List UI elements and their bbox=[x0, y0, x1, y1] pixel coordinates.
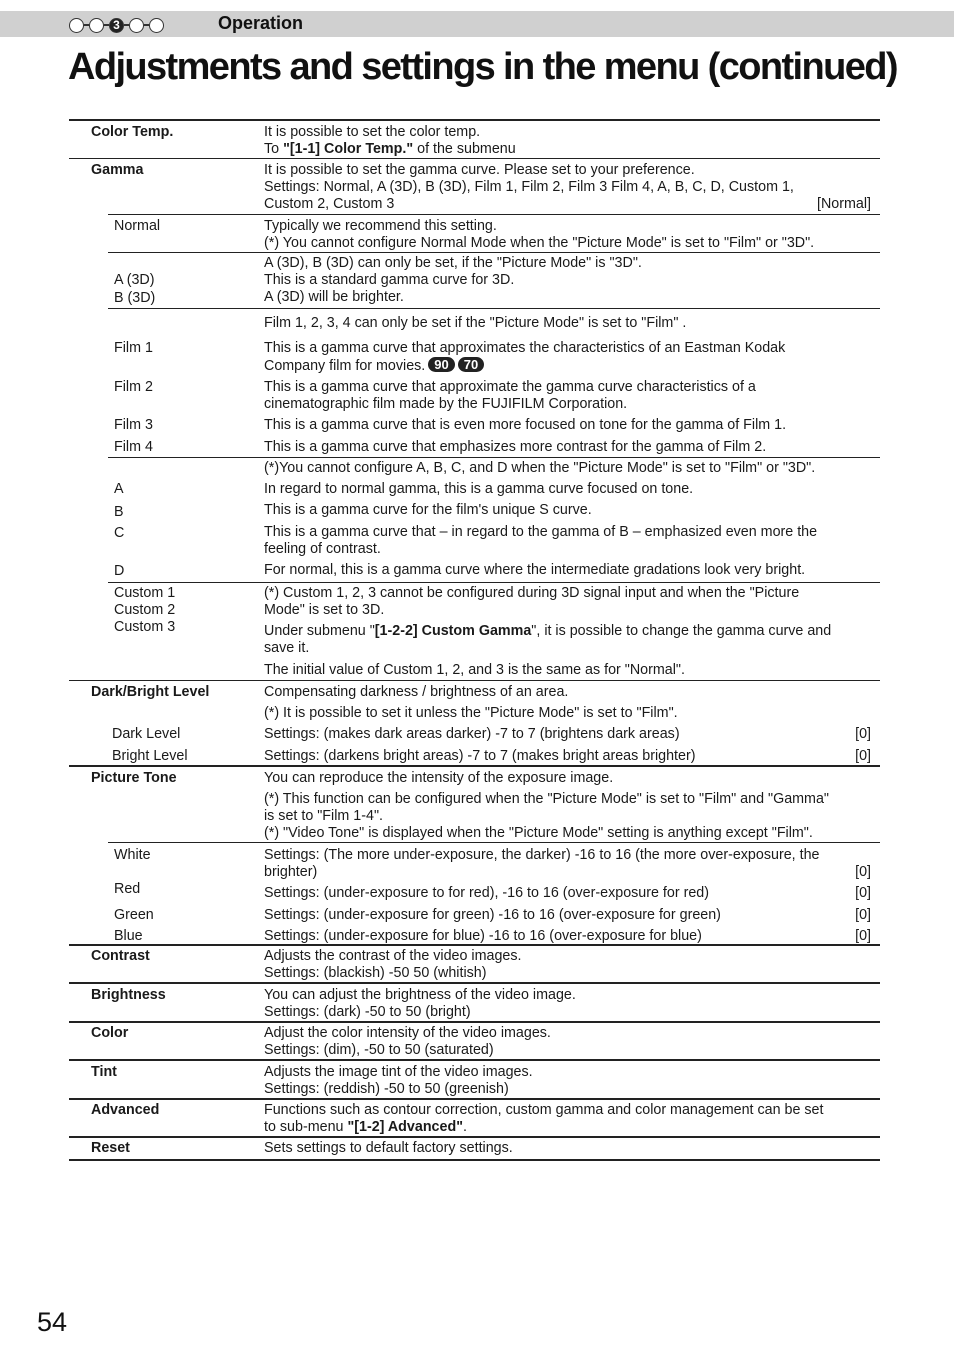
row-description: You can reproduce the intensity of the exposure image. bbox=[264, 770, 614, 786]
divider bbox=[108, 308, 880, 309]
model-badge: 70 bbox=[458, 357, 484, 372]
sub-description: For normal, this is a gamma curve where the intermediate gradations look very bright. bbox=[264, 562, 806, 578]
row-color-temp bbox=[69, 119, 880, 159]
row-label: Contrast bbox=[91, 948, 150, 964]
step-indicator bbox=[69, 15, 164, 35]
row-contrast bbox=[69, 944, 880, 983]
sub-description: (*) Custom 1, 2, 3 cannot be configured during 3D signal input and when the "Picture Mode" is set to 3D. bbox=[264, 585, 800, 619]
sub-label: B (3D) bbox=[114, 290, 156, 306]
row-advanced bbox=[69, 1098, 880, 1137]
sub-label: Blue bbox=[114, 928, 143, 944]
model-badge: 90 bbox=[428, 357, 454, 372]
row-description: Adjust the color intensity of the video images. Settings: (dim), -50 to 50 (saturated) bbox=[264, 1025, 551, 1059]
row-label: Dark/Bright Level bbox=[91, 684, 210, 700]
sub-label: Custom 1 bbox=[114, 585, 176, 601]
divider bbox=[108, 457, 880, 458]
page-number: 54 bbox=[37, 1307, 68, 1337]
row-label: Brightness bbox=[91, 987, 166, 1003]
sub-label: Film 2 bbox=[114, 379, 153, 395]
default-value: [0] bbox=[855, 928, 871, 944]
sub-label: Custom 2 bbox=[114, 602, 176, 618]
row-color bbox=[69, 1021, 880, 1060]
step-circle bbox=[129, 18, 144, 33]
sub-label: A (3D) bbox=[114, 272, 155, 288]
row-brightness bbox=[69, 982, 880, 1022]
sub-description: Settings: (makes dark areas darker) -7 to 7 (brightens dark areas) bbox=[264, 726, 680, 742]
sub-label: A bbox=[114, 481, 124, 497]
sub-description: In regard to normal gamma, this is a gamma curve focused on tone. bbox=[264, 481, 694, 497]
row-label: Tint bbox=[91, 1064, 117, 1080]
sub-label: D bbox=[114, 563, 125, 579]
sub-description: Typically we recommend this setting. (*) You cannot configure Normal Mode when the "Picture Mode" is set to "Film" or "3D". bbox=[264, 218, 815, 252]
sub-label: Green bbox=[114, 907, 154, 923]
row-description: Sets settings to default factory settings. bbox=[264, 1140, 513, 1156]
row-description: Adjusts the image tint of the video images. Settings: (reddish) -50 to 50 (greenish) bbox=[264, 1064, 533, 1098]
step-circle bbox=[69, 18, 84, 33]
row-tint bbox=[69, 1059, 880, 1099]
section-label: Operation bbox=[218, 13, 304, 33]
sub-label: C bbox=[114, 525, 125, 541]
sub-description: This is a gamma curve that approximate the gamma curve characteristics of a cinematographic film made by the FUJIFILM Corporation. bbox=[264, 379, 756, 413]
row-label: Color bbox=[91, 1025, 129, 1041]
sub-description: Film 1, 2, 3, 4 can only be set if the "Picture Mode" is set to "Film" . bbox=[264, 315, 687, 331]
row-description: (*) This function can be configured when the "Picture Mode" is set to "Film" and "Gamma" is set to "Film 1-4". (*) "Video Tone" is displayed when the "Picture Mode" setting is anything except "Film". bbox=[264, 791, 829, 842]
sub-label: Normal bbox=[114, 218, 161, 234]
row-label: Picture Tone bbox=[91, 770, 177, 786]
divider bbox=[108, 842, 880, 843]
sub-description: This is a gamma curve that emphasizes more contrast for the gamma of Film 2. bbox=[264, 439, 767, 455]
sub-label: White bbox=[114, 847, 151, 863]
sub-label: B bbox=[114, 504, 124, 520]
row-label: Advanced bbox=[91, 1102, 160, 1118]
divider bbox=[108, 582, 880, 583]
default-value: [0] bbox=[855, 748, 871, 764]
sub-label: Film 3 bbox=[114, 417, 153, 433]
page-title: Adjustments and settings in the menu (continued) bbox=[68, 46, 897, 88]
sub-label: Red bbox=[114, 881, 141, 897]
sub-label: Film 4 bbox=[114, 439, 153, 455]
sub-description: Under submenu "[1-2-2] Custom Gamma", it is possible to change the gamma curve and save it. bbox=[264, 623, 832, 657]
default-value: [0] bbox=[855, 885, 871, 901]
step-circle-active: 3 bbox=[109, 18, 124, 33]
sub-description: Settings: (under-exposure for blue) -16 to 16 (over-exposure for blue) bbox=[264, 928, 702, 944]
sub-description: The initial value of Custom 1, 2, and 3 is the same as for "Normal". bbox=[264, 662, 685, 678]
sub-description: Settings: (darkens bright areas) -7 to 7 (makes bright areas brighter) bbox=[264, 748, 696, 764]
row-description: It is possible to set the color temp. To "[1-1] Color Temp." of the submenu bbox=[264, 124, 516, 158]
step-circle bbox=[89, 18, 104, 33]
default-value: [0] bbox=[855, 726, 871, 742]
sub-description: Settings: (The more under-exposure, the darker) -16 to 16 (the more over-exposure, the brighter) bbox=[264, 847, 820, 881]
row-gamma bbox=[69, 158, 880, 679]
row-label: Color Temp. bbox=[91, 124, 174, 140]
row-label: Reset bbox=[91, 1140, 130, 1156]
row-description: It is possible to set the gamma curve. Please set to your preference. Settings: Normal, A (3D), B (3D), Film 1, Film 2, Film 3 Film 4, A, B, C, D, Custom 1, Custom 2, Custom 3 bbox=[264, 162, 794, 213]
sub-description: This is a gamma curve that – in regard to the gamma of B – emphasized even more the feeling of contrast. bbox=[264, 524, 818, 558]
sub-description: A (3D), B (3D) can only be set, if the "Picture Mode" is "3D". This is a standard gamma curve for 3D. A (3D) will be brighter. bbox=[264, 255, 642, 306]
sub-label: Film 1 bbox=[114, 340, 153, 356]
default-value: [0] bbox=[855, 907, 871, 923]
default-value: [Normal] bbox=[816, 196, 871, 212]
row-description: Compensating darkness / brightness of an area. bbox=[264, 684, 569, 700]
sub-label: Dark Level bbox=[112, 726, 181, 742]
row-dark-bright-level bbox=[69, 680, 880, 766]
default-value: [0] bbox=[855, 864, 871, 880]
row-description: Adjusts the contrast of the video images. Settings: (blackish) -50 50 (whitish) bbox=[264, 948, 522, 982]
table-bottom-border bbox=[69, 1159, 880, 1161]
row-reset bbox=[69, 1136, 880, 1160]
sub-description: This is a gamma curve for the film's unique S curve. bbox=[264, 502, 592, 518]
row-picture-tone bbox=[69, 765, 880, 945]
divider bbox=[108, 252, 880, 253]
sub-description: This is a gamma curve that is even more focused on tone for the gamma of Film 1. bbox=[264, 417, 787, 433]
row-label: Gamma bbox=[91, 162, 144, 178]
sub-label: Bright Level bbox=[112, 748, 188, 764]
sub-description: Settings: (under-exposure to for red), -16 to 16 (over-exposure for red) bbox=[264, 885, 710, 901]
step-circle bbox=[149, 18, 164, 33]
row-description: (*) It is possible to set it unless the "Picture Mode" is set to "Film". bbox=[264, 705, 678, 721]
sub-description: Settings: (under-exposure for green) -16 to 16 (over-exposure for green) bbox=[264, 907, 721, 923]
sub-label: Custom 3 bbox=[114, 619, 176, 635]
divider bbox=[108, 214, 880, 215]
sub-description: This is a gamma curve that approximates the characteristics of an Eastman Kodak Company film for movies. 90 70 bbox=[264, 340, 786, 375]
row-description: Functions such as contour correction, custom gamma and color management can be set to sub-menu "[1-2] Advanced". bbox=[264, 1102, 824, 1136]
sub-description: (*)You cannot configure A, B, C, and D when the "Picture Mode" is set to "Film" or "3D". bbox=[264, 460, 816, 476]
row-description: You can adjust the brightness of the video image. Settings: (dark) -50 to 50 (bright) bbox=[264, 987, 576, 1021]
